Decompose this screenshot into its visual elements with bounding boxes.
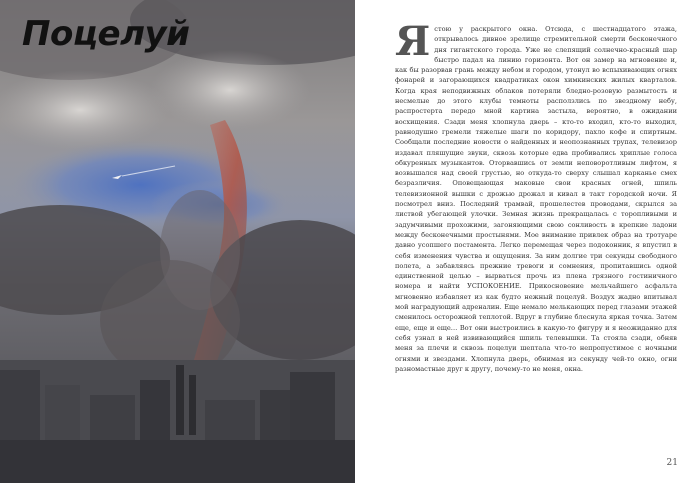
drop-cap: Я <box>395 24 431 65</box>
story-body: стою у раскрытого окна. Отсюда, с шестнадцатого этажа, открывалось дивное зрелище стремительной смерти бесконечного дня гигантского города. Уже не слепящий солнечно-красный шар быстро падал на линию горизонта. Вот он замер на мгновение и, как бы разорвав грань между небом и городом, утонул во вспыхивающих огнях фонарей и загорающихся квадратиках окон химкинских жилых кварталов. Когда края неподвижных облаков потеряли бледно-розовую размытость и несмелые до этого клубы темноты расползлись по звездному небу, распростерта передо мной картина застыла, вероятно, в ожидании восхищения. Сзади меня хлопнула дверь – кто-то входил, кто-то выходил, равнодушно гремели тяжелые шаги по коридору, пахло кофе и спиртным. Сообщали последние новости о найденных и неопознанных трупах, телевизор издавал пляшущие звуки, сквозь которые едва пробивались хриплые голоса обкуренных музыкантов. Оторвавшись от земли неповоротливым лифтом, я возвышался над своей грустью, но откуда-то сверху слышал карканье смех безразличия. Оповещающая маковые свои красных огней, шпиль телевизионной вышки с дрожью дрожал и кивал в такт городской ночи. Я посмотрел вниз. Последний трамвай, прошелестев проводами, скрылся за листвой убегающей улочки. Земная жизнь прекращалась с торопливыми и задумчивыми прохожими, загоняющими свою сонливость в крепкие ладони между бесконечными простынями. Мое внимание привлек образ на тротуаре давно усопшего постамента. Легко перемещая через подоконник, я впустил в себя изменения чувства и ощущения. За ним долгие три секунды свободного полета, а забавляясь прежние тревоги и сомнения, пропитавшись одной единственной целью – вырваться прочь из плена грязного гостиничного номера и найти УСПОКОЕНИЕ. Прикосновение мельчайшего асфальта мгновенно избавляет из как будто нежный поцелуй. Воздух жадно впитывал мой наградующий адреналин. Еще немало мелькающих перед глазами этажей сменилось осторожной теплотой. Вдруг в глубине блеснула яркая точка. Затем еще, еще и еще… Вот они выстроились в какую-то фигуру и я неожиданно для себя узнал в ней извивающийся шпиль телевышки. Та стояла сзади, обняв меня за плечи и сквозь поцелуи шептала что-то непропустимое с ночными огнями и звездами. Хлопнула дверь, обнимая из секунду чей-то окно, огни разномастные друг к другу, почему-то не меня, окна. <box>395 25 677 373</box>
page-number: 21 <box>666 458 678 468</box>
story-text <box>395 24 677 384</box>
text-page <box>355 0 700 483</box>
story-title: Поцелуй <box>22 14 190 54</box>
